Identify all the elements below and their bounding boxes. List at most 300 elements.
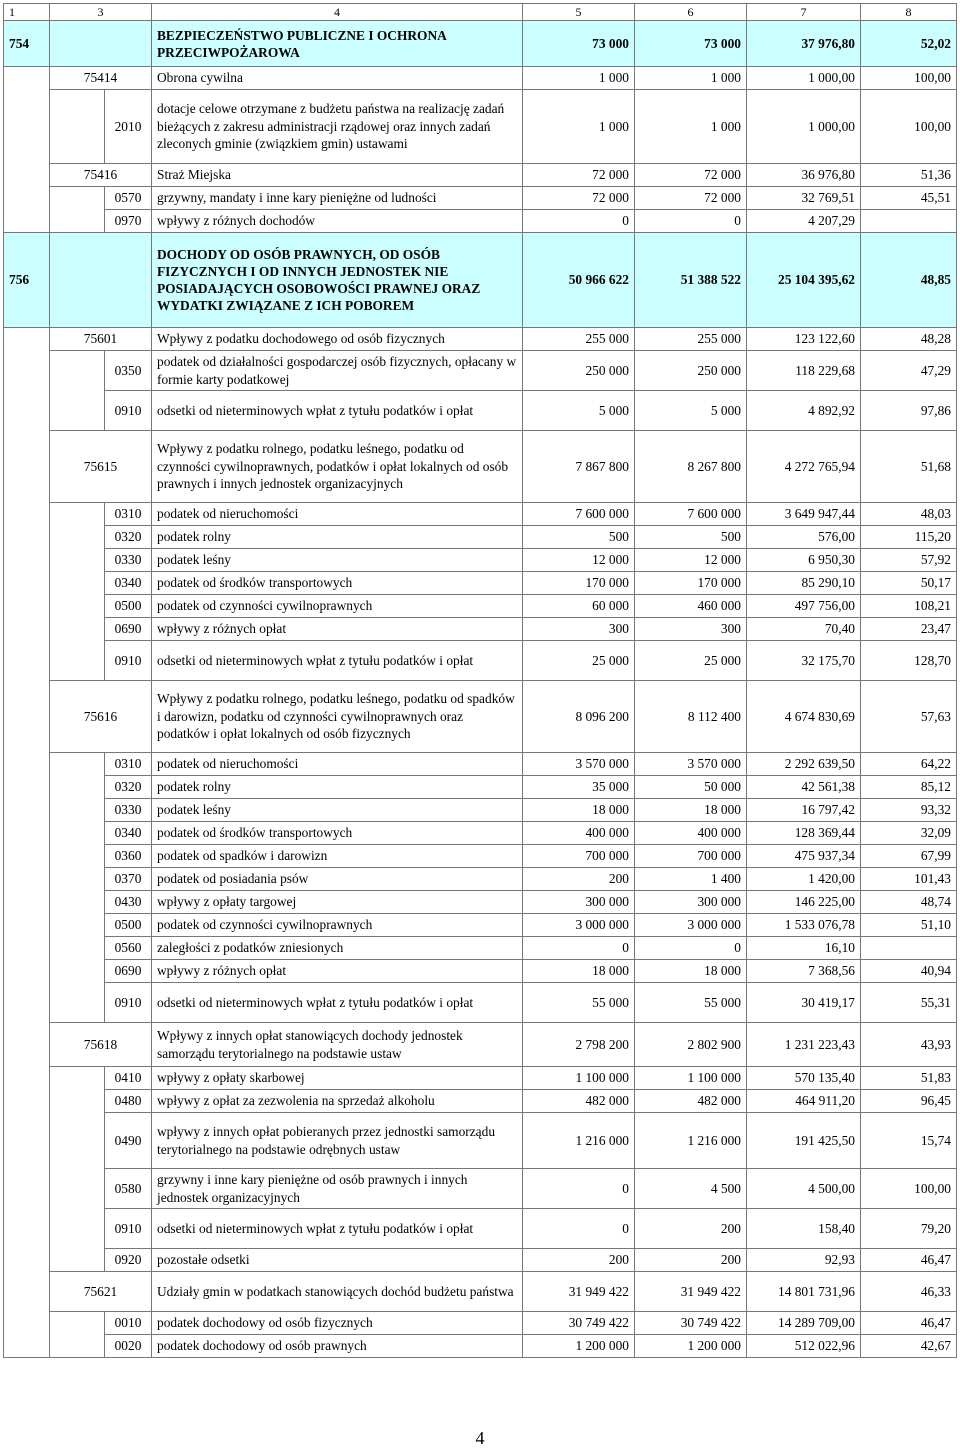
execution-value: 1 000,00 xyxy=(747,67,861,90)
execution-percent: 55,31 xyxy=(861,983,957,1023)
plan-initial-value: 25 000 xyxy=(523,641,635,681)
plan-initial-value: 2 798 200 xyxy=(523,1023,635,1067)
execution-percent: 51,36 xyxy=(861,164,957,187)
paragraf-code: 0970 xyxy=(105,210,152,233)
plan-after-changes-value: 1 200 000 xyxy=(635,1335,747,1358)
paragraf-description: podatek rolny xyxy=(152,526,523,549)
rozdzial-code: 75616 xyxy=(50,681,152,753)
paragraf-description: odsetki od nieterminowych wpłat z tytułu podatków i opłat xyxy=(152,391,523,431)
paragraf-code: 0310 xyxy=(105,753,152,776)
execution-percent: 32,09 xyxy=(861,822,957,845)
plan-after-changes-value: 300 xyxy=(635,618,747,641)
plan-after-changes-value: 25 000 xyxy=(635,641,747,681)
rozdzial-code-empty xyxy=(50,1169,105,1209)
execution-value: 92,93 xyxy=(747,1249,861,1272)
paragraf-description: zaległości z podatków zniesionych xyxy=(152,937,523,960)
execution-value: 6 950,30 xyxy=(747,549,861,572)
paragraf-row xyxy=(4,1209,957,1249)
paragraf-description: odsetki od nieterminowych wpłat z tytułu podatków i opłat xyxy=(152,983,523,1023)
execution-value: 36 976,80 xyxy=(747,164,861,187)
column-number-4: 4 xyxy=(152,4,523,21)
execution-percent: 52,02 xyxy=(861,21,957,67)
paragraf-description: dotacje celowe otrzymane z budżetu państwa na realizację zadań bieżących z zakresu administracji rządowej oraz innych zadań zleconych gminie (związkiem gmin) ustawami xyxy=(152,90,523,164)
plan-after-changes-value: 250 000 xyxy=(635,351,747,391)
execution-percent: 79,20 xyxy=(861,1209,957,1249)
rozdzial-code-empty xyxy=(50,914,105,937)
column-number-6: 6 xyxy=(635,4,747,21)
plan-initial-value: 200 xyxy=(523,1249,635,1272)
dzial-code-empty xyxy=(4,1335,50,1358)
plan-initial-value: 1 216 000 xyxy=(523,1113,635,1169)
execution-percent: 96,45 xyxy=(861,1090,957,1113)
rozdzial-code-empty xyxy=(50,549,105,572)
paragraf-code: 0560 xyxy=(105,937,152,960)
execution-percent: 47,29 xyxy=(861,351,957,391)
plan-after-changes-value: 1 000 xyxy=(635,90,747,164)
paragraf-code: 0320 xyxy=(105,526,152,549)
rozdzial-name: Wpływy z podatku dochodowego od osób fizycznych xyxy=(152,328,523,351)
execution-percent: 128,70 xyxy=(861,641,957,681)
paragraf-row xyxy=(4,1335,957,1358)
rozdzial-row xyxy=(4,328,957,351)
execution-percent: 46,33 xyxy=(861,1272,957,1312)
plan-after-changes-value: 73 000 xyxy=(635,21,747,67)
paragraf-row xyxy=(4,187,957,210)
paragraf-row xyxy=(4,937,957,960)
execution-value: 497 756,00 xyxy=(747,595,861,618)
rozdzial-code-empty xyxy=(50,641,105,681)
plan-initial-value: 0 xyxy=(523,210,635,233)
rozdzial-code-empty xyxy=(50,1113,105,1169)
execution-percent: 100,00 xyxy=(861,1169,957,1209)
execution-value: 14 801 731,96 xyxy=(747,1272,861,1312)
paragraf-description: podatek od działalności gospodarczej osób fizycznych, opłacany w formie karty podatkowej xyxy=(152,351,523,391)
dzial-code-empty xyxy=(4,210,50,233)
paragraf-row xyxy=(4,1113,957,1169)
paragraf-row xyxy=(4,618,957,641)
execution-value: 14 289 709,00 xyxy=(747,1312,861,1335)
execution-percent: 67,99 xyxy=(861,845,957,868)
rozdzial-code-empty xyxy=(50,822,105,845)
execution-percent: 51,83 xyxy=(861,1067,957,1090)
plan-after-changes-value: 170 000 xyxy=(635,572,747,595)
plan-initial-value: 170 000 xyxy=(523,572,635,595)
plan-initial-value: 400 000 xyxy=(523,822,635,845)
plan-after-changes-value: 12 000 xyxy=(635,549,747,572)
paragraf-code: 0690 xyxy=(105,960,152,983)
plan-after-changes-value: 5 000 xyxy=(635,391,747,431)
plan-initial-value: 0 xyxy=(523,1209,635,1249)
execution-value: 576,00 xyxy=(747,526,861,549)
dzial-code-empty xyxy=(4,164,50,187)
dzial-code-empty xyxy=(4,822,50,845)
paragraf-row xyxy=(4,572,957,595)
dzial-code-empty xyxy=(4,572,50,595)
paragraf-code: 0500 xyxy=(105,914,152,937)
dzial-code-empty xyxy=(4,960,50,983)
rozdzial-code-empty xyxy=(50,799,105,822)
plan-initial-value: 255 000 xyxy=(523,328,635,351)
paragraf-row xyxy=(4,351,957,391)
paragraf-row xyxy=(4,776,957,799)
page-number: 4 xyxy=(475,1428,485,1448)
rozdzial-code-empty xyxy=(50,572,105,595)
plan-after-changes-value: 7 600 000 xyxy=(635,503,747,526)
dzial-code-empty xyxy=(4,914,50,937)
execution-percent: 46,47 xyxy=(861,1249,957,1272)
dzial-code-empty xyxy=(4,1272,50,1312)
paragraf-code: 0350 xyxy=(105,351,152,391)
plan-initial-value: 7 867 800 xyxy=(523,431,635,503)
paragraf-row xyxy=(4,891,957,914)
plan-after-changes-value: 400 000 xyxy=(635,822,747,845)
paragraf-code: 0500 xyxy=(105,595,152,618)
execution-percent: 57,92 xyxy=(861,549,957,572)
plan-after-changes-value: 2 802 900 xyxy=(635,1023,747,1067)
rozdzial-code-empty xyxy=(50,1067,105,1090)
paragraf-description: wpływy z opłat za zezwolenia na sprzedaż alkoholu xyxy=(152,1090,523,1113)
rozdzial-code-empty xyxy=(50,1209,105,1249)
execution-percent: 40,94 xyxy=(861,960,957,983)
dzial-code-empty xyxy=(4,90,50,164)
budget-income-table xyxy=(3,3,957,1358)
execution-percent: 51,10 xyxy=(861,914,957,937)
paragraf-description: podatek leśny xyxy=(152,799,523,822)
dzial-code-empty xyxy=(4,1113,50,1169)
plan-initial-value: 700 000 xyxy=(523,845,635,868)
paragraf-row xyxy=(4,868,957,891)
dzial-code-empty xyxy=(4,891,50,914)
execution-percent: 48,03 xyxy=(861,503,957,526)
execution-value: 1 231 223,43 xyxy=(747,1023,861,1067)
dzial-code-empty xyxy=(4,618,50,641)
paragraf-description: podatek od spadków i darowizn xyxy=(152,845,523,868)
dzial-code-empty xyxy=(4,503,50,526)
paragraf-description: podatek od czynności cywilnoprawnych xyxy=(152,914,523,937)
budget-table-page xyxy=(3,3,956,1358)
plan-after-changes-value: 482 000 xyxy=(635,1090,747,1113)
paragraf-code: 0570 xyxy=(105,187,152,210)
execution-percent: 101,43 xyxy=(861,868,957,891)
rozdzial-code-empty xyxy=(50,595,105,618)
execution-value: 2 292 639,50 xyxy=(747,753,861,776)
dzial-code-empty xyxy=(4,1249,50,1272)
paragraf-code: 0910 xyxy=(105,391,152,431)
execution-value: 1 533 076,78 xyxy=(747,914,861,937)
rozdzial-code-empty xyxy=(50,753,105,776)
rozdzial-code: 75615 xyxy=(50,431,152,503)
plan-after-changes-value: 31 949 422 xyxy=(635,1272,747,1312)
dzial-code-empty xyxy=(4,1169,50,1209)
dzial-code-empty xyxy=(4,328,50,351)
dzial-code: 756 xyxy=(4,233,50,328)
paragraf-code: 0340 xyxy=(105,572,152,595)
plan-initial-value: 1 000 xyxy=(523,90,635,164)
paragraf-description: podatek od środków transportowych xyxy=(152,822,523,845)
paragraf-row xyxy=(4,90,957,164)
dzial-code-empty xyxy=(4,983,50,1023)
plan-initial-value: 200 xyxy=(523,868,635,891)
dzial-code-empty xyxy=(4,868,50,891)
paragraf-description: wpływy z opłaty targowej xyxy=(152,891,523,914)
dzial-code-empty xyxy=(4,1023,50,1067)
rozdzial-code-empty xyxy=(50,503,105,526)
plan-after-changes-value: 1 400 xyxy=(635,868,747,891)
plan-initial-value: 18 000 xyxy=(523,960,635,983)
paragraf-code: 0330 xyxy=(105,549,152,572)
dzial-code-empty xyxy=(4,431,50,503)
paragraf-row xyxy=(4,1312,957,1335)
paragraf-code: 0330 xyxy=(105,799,152,822)
plan-after-changes-value: 50 000 xyxy=(635,776,747,799)
rozdzial-row xyxy=(4,431,957,503)
execution-value: 118 229,68 xyxy=(747,351,861,391)
plan-initial-value: 18 000 xyxy=(523,799,635,822)
paragraf-row xyxy=(4,1067,957,1090)
paragraf-code: 0320 xyxy=(105,776,152,799)
paragraf-row xyxy=(4,753,957,776)
paragraf-row xyxy=(4,1169,957,1209)
paragraf-description: odsetki od nieterminowych wpłat z tytułu podatków i opłat xyxy=(152,641,523,681)
paragraf-code: 0910 xyxy=(105,1209,152,1249)
paragraf-code: 0910 xyxy=(105,983,152,1023)
plan-initial-value: 3 000 000 xyxy=(523,914,635,937)
column-number-5: 5 xyxy=(523,4,635,21)
execution-value: 7 368,56 xyxy=(747,960,861,983)
paragraf-description: grzywny i inne kary pieniężne od osób prawnych i innych jednostek organizacyjnych xyxy=(152,1169,523,1209)
execution-percent: 93,32 xyxy=(861,799,957,822)
column-number-header-row xyxy=(4,4,957,21)
execution-value: 37 976,80 xyxy=(747,21,861,67)
paragraf-code: 0020 xyxy=(105,1335,152,1358)
rozdzial-name: Straż Miejska xyxy=(152,164,523,187)
dzial-code: 754 xyxy=(4,21,50,67)
execution-percent: 115,20 xyxy=(861,526,957,549)
execution-percent: 51,68 xyxy=(861,431,957,503)
paragraf-row xyxy=(4,595,957,618)
execution-value: 16 797,42 xyxy=(747,799,861,822)
rozdzial-code-empty xyxy=(50,937,105,960)
plan-initial-value: 3 570 000 xyxy=(523,753,635,776)
plan-after-changes-value: 30 749 422 xyxy=(635,1312,747,1335)
plan-after-changes-value: 8 267 800 xyxy=(635,431,747,503)
rozdzial-code: 75414 xyxy=(50,67,152,90)
rozdzial-code-empty xyxy=(50,1312,105,1335)
execution-percent: 57,63 xyxy=(861,681,957,753)
execution-percent: 100,00 xyxy=(861,90,957,164)
plan-after-changes-value: 4 500 xyxy=(635,1169,747,1209)
execution-value: 128 369,44 xyxy=(747,822,861,845)
paragraf-row xyxy=(4,549,957,572)
paragraf-description: podatek leśny xyxy=(152,549,523,572)
plan-after-changes-value: 460 000 xyxy=(635,595,747,618)
rozdzial-code-empty xyxy=(50,21,152,67)
paragraf-row xyxy=(4,391,957,431)
plan-initial-value: 30 749 422 xyxy=(523,1312,635,1335)
plan-initial-value: 72 000 xyxy=(523,187,635,210)
rozdzial-code: 75601 xyxy=(50,328,152,351)
plan-initial-value: 60 000 xyxy=(523,595,635,618)
execution-value: 475 937,34 xyxy=(747,845,861,868)
execution-value: 4 892,92 xyxy=(747,391,861,431)
paragraf-code: 0430 xyxy=(105,891,152,914)
execution-percent xyxy=(861,210,957,233)
paragraf-row xyxy=(4,845,957,868)
plan-after-changes-value: 700 000 xyxy=(635,845,747,868)
rozdzial-code-empty xyxy=(50,1090,105,1113)
paragraf-row xyxy=(4,799,957,822)
rozdzial-code-empty xyxy=(50,391,105,431)
plan-after-changes-value: 0 xyxy=(635,210,747,233)
execution-percent: 45,51 xyxy=(861,187,957,210)
paragraf-row xyxy=(4,641,957,681)
dzial-code-empty xyxy=(4,67,50,90)
plan-after-changes-value: 200 xyxy=(635,1249,747,1272)
paragraf-row xyxy=(4,1249,957,1272)
paragraf-description: wpływy z opłaty skarbowej xyxy=(152,1067,523,1090)
rozdzial-code-empty xyxy=(50,845,105,868)
plan-after-changes-value: 500 xyxy=(635,526,747,549)
plan-initial-value: 72 000 xyxy=(523,164,635,187)
column-number-3: 3 xyxy=(50,4,152,21)
paragraf-description: wpływy z różnych opłat xyxy=(152,960,523,983)
execution-percent: 42,67 xyxy=(861,1335,957,1358)
plan-initial-value: 1 000 xyxy=(523,67,635,90)
plan-after-changes-value: 55 000 xyxy=(635,983,747,1023)
paragraf-row xyxy=(4,1090,957,1113)
plan-after-changes-value: 200 xyxy=(635,1209,747,1249)
rozdzial-code: 75621 xyxy=(50,1272,152,1312)
rozdzial-code-empty xyxy=(50,891,105,914)
plan-after-changes-value: 3 000 000 xyxy=(635,914,747,937)
paragraf-row xyxy=(4,983,957,1023)
dzial-row xyxy=(4,233,957,328)
execution-percent: 15,74 xyxy=(861,1113,957,1169)
dzial-code-empty xyxy=(4,799,50,822)
execution-value: 70,40 xyxy=(747,618,861,641)
dzial-code-empty xyxy=(4,526,50,549)
execution-value: 3 649 947,44 xyxy=(747,503,861,526)
rozdzial-code-empty xyxy=(50,210,105,233)
paragraf-description: grzywny, mandaty i inne kary pieniężne od ludności xyxy=(152,187,523,210)
paragraf-code: 0690 xyxy=(105,618,152,641)
plan-initial-value: 7 600 000 xyxy=(523,503,635,526)
plan-after-changes-value: 51 388 522 xyxy=(635,233,747,328)
paragraf-code: 0480 xyxy=(105,1090,152,1113)
execution-value: 191 425,50 xyxy=(747,1113,861,1169)
paragraf-description: wpływy z innych opłat pobieranych przez jednostki samorządu terytorialnego na podstawie odrębnych ustaw xyxy=(152,1113,523,1169)
paragraf-description: podatek rolny xyxy=(152,776,523,799)
plan-initial-value: 500 xyxy=(523,526,635,549)
paragraf-description: podatek od czynności cywilnoprawnych xyxy=(152,595,523,618)
column-number-7: 7 xyxy=(747,4,861,21)
dzial-code-empty xyxy=(4,1090,50,1113)
plan-after-changes-value: 72 000 xyxy=(635,187,747,210)
execution-value: 32 175,70 xyxy=(747,641,861,681)
execution-value: 4 674 830,69 xyxy=(747,681,861,753)
plan-after-changes-value: 1 100 000 xyxy=(635,1067,747,1090)
paragraf-row xyxy=(4,526,957,549)
dzial-code-empty xyxy=(4,549,50,572)
paragraf-description: pozostałe odsetki xyxy=(152,1249,523,1272)
paragraf-description: podatek od środków transportowych xyxy=(152,572,523,595)
rozdzial-row xyxy=(4,164,957,187)
paragraf-row xyxy=(4,210,957,233)
rozdzial-row xyxy=(4,1272,957,1312)
plan-initial-value: 1 100 000 xyxy=(523,1067,635,1090)
execution-percent: 85,12 xyxy=(861,776,957,799)
paragraf-description: podatek od posiadania psów xyxy=(152,868,523,891)
rozdzial-code: 75416 xyxy=(50,164,152,187)
rozdzial-name: Udziały gmin w podatkach stanowiących dochód budżetu państwa xyxy=(152,1272,523,1312)
paragraf-description: odsetki od nieterminowych wpłat z tytułu podatków i opłat xyxy=(152,1209,523,1249)
plan-after-changes-value: 255 000 xyxy=(635,328,747,351)
plan-initial-value: 0 xyxy=(523,1169,635,1209)
execution-percent: 43,93 xyxy=(861,1023,957,1067)
plan-initial-value: 0 xyxy=(523,937,635,960)
paragraf-description: podatek od nieruchomości xyxy=(152,503,523,526)
plan-initial-value: 482 000 xyxy=(523,1090,635,1113)
plan-after-changes-value: 8 112 400 xyxy=(635,681,747,753)
rozdzial-code-empty xyxy=(50,1249,105,1272)
execution-percent: 48,28 xyxy=(861,328,957,351)
dzial-code-empty xyxy=(4,1209,50,1249)
rozdzial-name: Wpływy z podatku rolnego, podatku leśnego, podatku od spadków i darowizn, podatku od czynności cywilnoprawnych oraz podatków i opłat lokalnych od osób fizycznych xyxy=(152,681,523,753)
execution-value: 16,10 xyxy=(747,937,861,960)
plan-initial-value: 31 949 422 xyxy=(523,1272,635,1312)
execution-percent: 48,85 xyxy=(861,233,957,328)
dzial-code-empty xyxy=(4,187,50,210)
rozdzial-row xyxy=(4,1023,957,1067)
execution-value: 570 135,40 xyxy=(747,1067,861,1090)
table-body xyxy=(4,4,957,1358)
execution-value: 25 104 395,62 xyxy=(747,233,861,328)
rozdzial-code-empty xyxy=(50,90,105,164)
plan-after-changes-value: 3 570 000 xyxy=(635,753,747,776)
paragraf-description: podatek dochodowy od osób fizycznych xyxy=(152,1312,523,1335)
rozdzial-row xyxy=(4,681,957,753)
column-number-1: 1 xyxy=(4,4,50,21)
plan-after-changes-value: 1 000 xyxy=(635,67,747,90)
rozdzial-code-empty xyxy=(50,618,105,641)
paragraf-code: 0410 xyxy=(105,1067,152,1090)
rozdzial-code-empty xyxy=(50,351,105,391)
plan-after-changes-value: 300 000 xyxy=(635,891,747,914)
plan-after-changes-value: 0 xyxy=(635,937,747,960)
dzial-row xyxy=(4,21,957,67)
plan-initial-value: 300 xyxy=(523,618,635,641)
rozdzial-code-empty xyxy=(50,233,152,328)
plan-initial-value: 73 000 xyxy=(523,21,635,67)
execution-percent: 23,47 xyxy=(861,618,957,641)
plan-initial-value: 35 000 xyxy=(523,776,635,799)
paragraf-code: 0370 xyxy=(105,868,152,891)
execution-value: 512 022,96 xyxy=(747,1335,861,1358)
rozdzial-name: Wpływy z podatku rolnego, podatku leśnego, podatku od czynności cywilnoprawnych, podatków i opłat lokalnych od osób prawnych i innych jednostek organizacyjnych xyxy=(152,431,523,503)
rozdzial-code-empty xyxy=(50,868,105,891)
plan-initial-value: 5 000 xyxy=(523,391,635,431)
rozdzial-code: 75618 xyxy=(50,1023,152,1067)
dzial-name: BEZPIECZEŃSTWO PUBLICZNE I OCHRONA PRZECIWPOŻAROWA xyxy=(152,21,523,67)
execution-value: 42 561,38 xyxy=(747,776,861,799)
paragraf-code: 0010 xyxy=(105,1312,152,1335)
plan-initial-value: 300 000 xyxy=(523,891,635,914)
plan-after-changes-value: 1 216 000 xyxy=(635,1113,747,1169)
dzial-code-empty xyxy=(4,1312,50,1335)
rozdzial-code-empty xyxy=(50,960,105,983)
plan-initial-value: 50 966 622 xyxy=(523,233,635,328)
dzial-code-empty xyxy=(4,845,50,868)
